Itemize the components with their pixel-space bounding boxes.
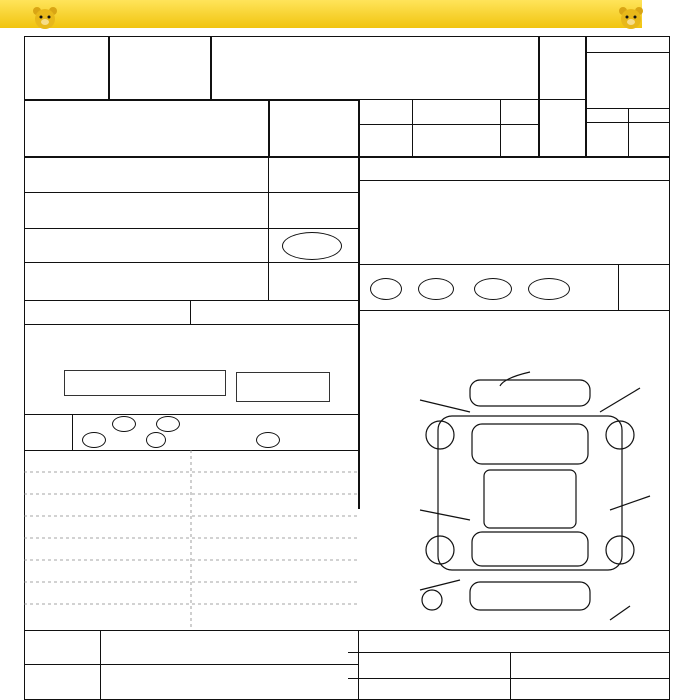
fuel-circle-mark — [282, 232, 342, 260]
stamp-first-listing — [236, 372, 330, 402]
stamp-rental — [64, 370, 226, 396]
bear-logo-icon — [618, 6, 644, 30]
bear-logo-icon — [32, 6, 58, 30]
equip-circle-mark — [418, 278, 454, 300]
equip-circle-mark — [474, 278, 512, 300]
header-bar — [0, 0, 642, 28]
equip-circle-mark — [528, 278, 570, 300]
equip-circle-mark — [370, 278, 402, 300]
check-circle-mark — [112, 416, 136, 432]
check-circle-mark — [146, 432, 166, 448]
check-circle-mark — [256, 432, 280, 448]
notes-grid — [24, 450, 358, 630]
check-circle-mark — [82, 432, 106, 448]
check-circle-mark — [156, 416, 180, 432]
car-damage-diagram — [360, 360, 666, 640]
